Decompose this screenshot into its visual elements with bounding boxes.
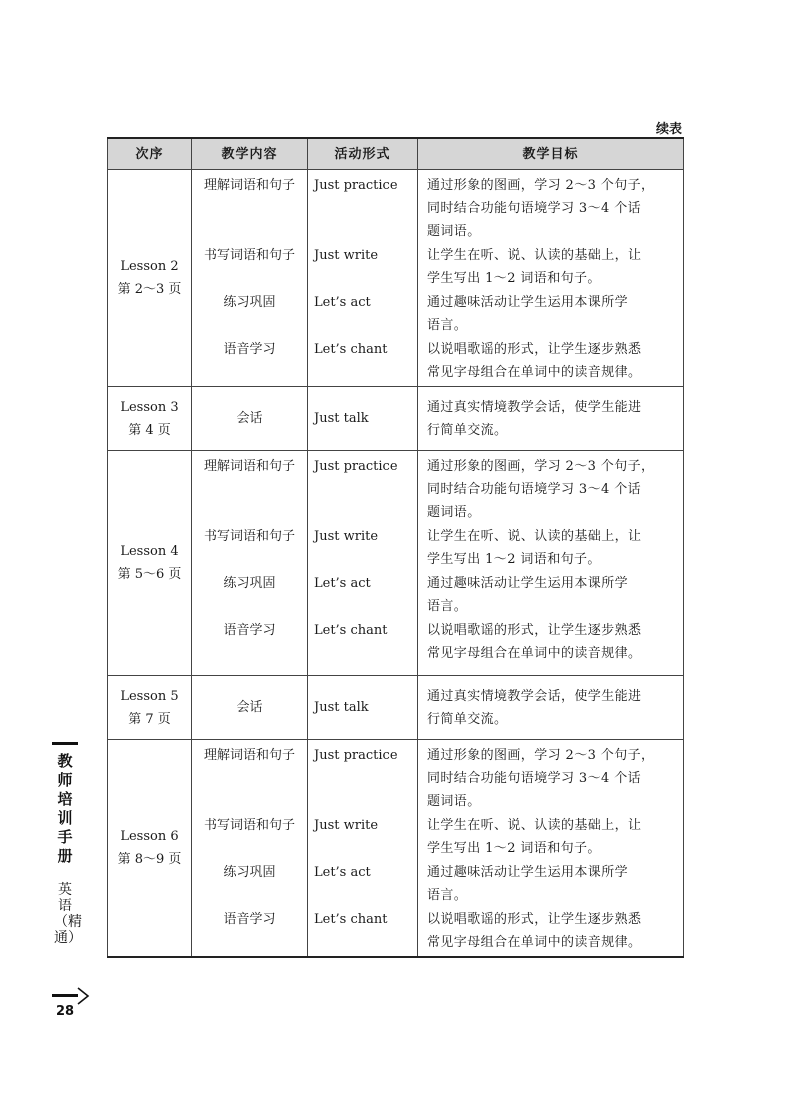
goal-line: 通过真实情境教学会话，使学生能进 — [427, 399, 642, 415]
table-row — [108, 740, 684, 958]
content-text: 语音学习 — [223, 623, 276, 638]
goal-text — [418, 174, 683, 243]
lesson-cell — [108, 451, 192, 676]
activity-cell — [308, 451, 418, 676]
goal-cell — [418, 676, 684, 740]
activity-text: Let’s act — [314, 576, 371, 591]
activity-text: Let’s act — [314, 865, 371, 880]
lesson-cell — [108, 170, 192, 387]
goal-text — [418, 908, 683, 954]
goal-line: 通过趣味活动让学生运用本课所学 — [427, 295, 629, 310]
lesson-name: Lesson 5 — [120, 688, 179, 704]
header-content: 教学内容 — [192, 138, 308, 170]
goal-line: 题词语。 — [427, 794, 481, 809]
lesson-pages: 第 5～6 页 — [117, 567, 182, 582]
goal-line: 学生写出 1～2 词语和句子。 — [427, 271, 601, 286]
goal-line: 通过形象的图画，学习 2～3 个句子， — [427, 178, 655, 193]
chevron-right-icon — [76, 986, 92, 1006]
goal-text — [418, 814, 683, 860]
content-text: 练习巩固 — [223, 295, 276, 310]
activity-text: Just practice — [314, 178, 398, 193]
table-row — [108, 387, 684, 451]
lesson-plan-table — [107, 137, 684, 958]
goal-text — [418, 572, 683, 618]
content-cell — [192, 451, 308, 676]
content-text: 书写词语和句子 — [203, 818, 295, 833]
activity-text: Just practice — [314, 748, 398, 763]
goal-line: 行简单交流。 — [427, 422, 508, 438]
goal-line: 通过形象的图画，学习 2～3 个句子， — [427, 748, 655, 763]
goal-cell — [418, 170, 684, 387]
goal-text — [418, 619, 683, 665]
goal-line: 以说唱歌谣的形式，让学生逐步熟悉 — [427, 342, 642, 357]
activity-cell — [308, 740, 418, 958]
lesson-name: Lesson 3 — [120, 399, 179, 415]
activity-cell: Just talk — [308, 676, 418, 740]
activity-text: Let’s chant — [314, 912, 388, 927]
goal-line: 语言。 — [427, 318, 468, 333]
content-cell: 会话 — [192, 387, 308, 451]
goal-line: 常见字母组合在单词中的读音规律。 — [427, 935, 642, 950]
table-header-row — [108, 138, 684, 170]
content-cell — [192, 740, 308, 958]
goal-cell — [418, 387, 684, 451]
content-text: 理解词语和句子 — [203, 748, 295, 763]
goal-line: 题词语。 — [427, 224, 481, 239]
goal-line: 同时结合功能句语境学习 3～4 个话 — [427, 201, 642, 216]
lesson-pages: 第 4 页 — [128, 422, 171, 438]
content-text: 语音学习 — [223, 912, 276, 927]
goal-text — [418, 861, 683, 907]
goal-text — [418, 525, 683, 571]
lesson-cell — [108, 676, 192, 740]
content-text: 语音学习 — [223, 342, 276, 357]
activity-text: Just write — [314, 248, 379, 263]
lesson-name: Lesson 2 — [120, 259, 179, 274]
goal-line: 通过真实情境教学会话，使学生能进 — [427, 688, 642, 704]
goal-line: 通过趣味活动让学生运用本课所学 — [427, 865, 629, 880]
sidebar-top-rule — [52, 742, 78, 745]
goal-line: 同时结合功能句语境学习 3～4 个话 — [427, 771, 642, 786]
content-text: 书写词语和句子 — [203, 529, 295, 544]
goal-text — [418, 291, 683, 337]
goal-line: 语言。 — [427, 888, 468, 903]
lesson-pages: 第 8～9 页 — [117, 852, 182, 867]
content-text: 理解词语和句子 — [203, 459, 295, 474]
goal-text — [418, 338, 683, 384]
lesson-cell — [108, 387, 192, 451]
goal-line: 学生写出 1～2 词语和句子。 — [427, 841, 601, 856]
goal-text — [418, 744, 683, 813]
content-text: 练习巩固 — [223, 576, 276, 591]
goal-line: 行简单交流。 — [427, 711, 508, 727]
page-number: 28 — [55, 1004, 75, 1019]
activity-text: Let’s chant — [314, 342, 388, 357]
lesson-name: Lesson 6 — [120, 829, 179, 844]
activity-text: Let’s chant — [314, 623, 388, 638]
activity-text: Just write — [314, 818, 379, 833]
goal-cell — [418, 451, 684, 676]
goal-line: 让学生在听、说、认读的基础上，让 — [427, 529, 642, 544]
goal-line: 以说唱歌谣的形式，让学生逐步熟悉 — [427, 623, 642, 638]
activity-text: Just practice — [314, 459, 398, 474]
content-cell — [192, 170, 308, 387]
content-text: 练习巩固 — [223, 865, 276, 880]
content-text: 书写词语和句子 — [203, 248, 295, 263]
header-goal: 教学目标 — [418, 138, 684, 170]
table-row — [108, 451, 684, 676]
goal-cell — [418, 740, 684, 958]
goal-line: 同时结合功能句语境学习 3～4 个话 — [427, 482, 642, 497]
content-cell: 会话 — [192, 676, 308, 740]
book-title: 教师培训手册 — [57, 752, 73, 865]
goal-line: 常见字母组合在单词中的读音规律。 — [427, 365, 642, 380]
header-order: 次序 — [108, 138, 192, 170]
activity-cell — [308, 170, 418, 387]
header-activity: 活动形式 — [308, 138, 418, 170]
sidebar-bottom-rule — [52, 994, 78, 997]
activity-text: Let’s act — [314, 295, 371, 310]
continued-label: 续表 — [655, 122, 682, 137]
subject-label: 英语（精通） — [54, 882, 82, 946]
activity-text: Just write — [314, 529, 379, 544]
goal-text — [418, 244, 683, 290]
content-text: 理解词语和句子 — [203, 178, 295, 193]
goal-line: 以说唱歌谣的形式，让学生逐步熟悉 — [427, 912, 642, 927]
lesson-cell — [108, 740, 192, 958]
goal-line: 通过趣味活动让学生运用本课所学 — [427, 576, 629, 591]
goal-line: 学生写出 1～2 词语和句子。 — [427, 552, 601, 567]
goal-line: 通过形象的图画，学习 2～3 个句子， — [427, 459, 655, 474]
goal-text — [418, 455, 683, 524]
table-row — [108, 170, 684, 387]
goal-line: 让学生在听、说、认读的基础上，让 — [427, 818, 642, 833]
goal-line: 让学生在听、说、认读的基础上，让 — [427, 248, 642, 263]
goal-line: 常见字母组合在单词中的读音规律。 — [427, 646, 642, 661]
lesson-pages: 第 2～3 页 — [117, 282, 182, 297]
goal-line: 题词语。 — [427, 505, 481, 520]
activity-cell: Just talk — [308, 387, 418, 451]
table-row — [108, 676, 684, 740]
lesson-pages: 第 7 页 — [128, 711, 171, 727]
goal-line: 语言。 — [427, 599, 468, 614]
lesson-name: Lesson 4 — [120, 544, 179, 559]
